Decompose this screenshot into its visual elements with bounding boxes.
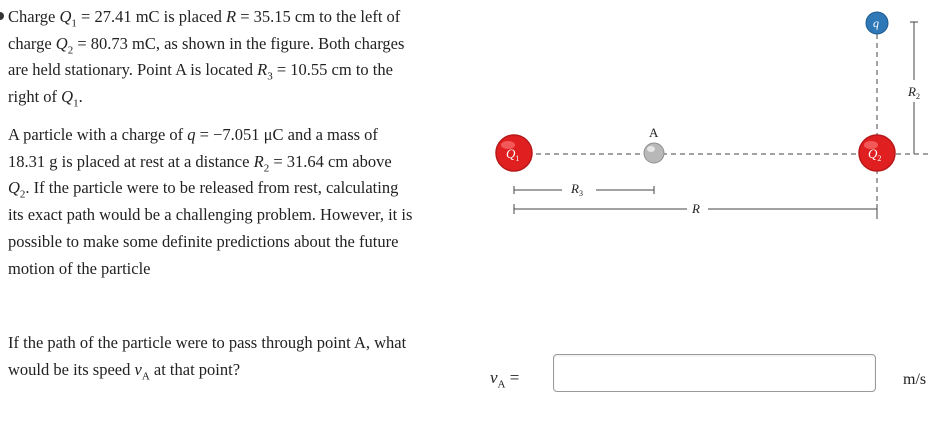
r2-label: $R_2$: [908, 84, 920, 101]
q2-subscript: 2: [67, 44, 74, 56]
particle-text-e: possible to make some definite predictions about the future: [8, 231, 399, 251]
question-line-1: If the path of the particle were to pass through point A, what: [8, 333, 407, 352]
question-text: [8, 330, 468, 383]
q1-subscript: 1: [71, 17, 77, 30]
problem-particle: [8, 122, 468, 282]
r3-value-text: = 10.55 cm to the: [272, 60, 393, 80]
r3-symbol: R: [257, 60, 268, 80]
q1-subscript-ref: 1: [73, 97, 79, 110]
answer-label-eq: =: [505, 368, 520, 387]
unit-label: m/s: [903, 371, 927, 388]
problem-intro: [8, 4, 468, 111]
particle-text-b: 18.31 g is placed at rest at a distance: [8, 151, 254, 171]
charge-q2-label: $Q_2$: [868, 146, 882, 163]
question-line-2-end: at that point?: [149, 359, 241, 379]
r3-label: $R_3$: [571, 181, 583, 198]
point-a-marker: [644, 143, 664, 163]
particle-text-f: motion of the particle: [8, 258, 151, 278]
right-of-text: right of: [8, 87, 62, 107]
q-symbol: q: [187, 125, 196, 144]
answer-label-sub: A: [497, 378, 506, 391]
q1-symbol: Q: [59, 7, 72, 26]
charge-diagram: [488, 0, 933, 240]
particle-text-c: . If the particle were to be released from rest, calculating: [25, 178, 399, 198]
r3-subscript: 3: [267, 70, 273, 83]
r-label: R: [692, 201, 700, 216]
answer-label-v: v: [490, 368, 498, 387]
point-a-text: are held stationary. Point A is located: [8, 60, 258, 80]
r2-label-sub: 2: [915, 92, 920, 101]
r2-value-text: = 31.64 cm above: [269, 151, 392, 171]
text-charge-prefix: Charge: [8, 7, 60, 26]
speed-answer-input[interactable]: [553, 354, 876, 392]
charge-q2-label-sub: 2: [877, 154, 882, 163]
answer-label: [490, 368, 520, 391]
q2-value-text: = 80.73 mC, as shown in the figure. Both charges: [73, 33, 405, 53]
q2-subscript-ref: 2: [19, 188, 26, 201]
point-a-highlight: [647, 146, 655, 152]
charge-q1-label: $Q_1$: [506, 146, 520, 163]
period: .: [78, 87, 83, 107]
list-bullet: [0, 12, 4, 20]
q1-value-text: = 27.41 mC is placed: [76, 7, 226, 26]
r-symbol: R: [226, 7, 237, 26]
q1-symbol-ref: Q: [61, 87, 74, 107]
particle-text-d: its exact path would be a challenging problem. However, it is: [8, 205, 413, 225]
particle-text-a: A particle with a charge of: [8, 125, 188, 144]
r-value-text: = 35.15 cm to the left of: [236, 7, 401, 26]
va-subscript: A: [141, 370, 150, 382]
text-charge-prefix-2: charge: [8, 33, 56, 53]
charge-q1-label-sub: 1: [515, 154, 520, 163]
q2-symbol-ref: Q: [8, 178, 20, 198]
r3-label-sub: 3: [578, 189, 583, 198]
r2-symbol: R: [253, 151, 264, 171]
r2-subscript: 2: [263, 162, 270, 174]
question-line-2: would be its speed: [8, 359, 135, 379]
q2-symbol: Q: [55, 33, 68, 53]
va-symbol: v: [134, 359, 142, 379]
point-a-label: A: [649, 125, 659, 140]
particle-q-label: q: [873, 16, 879, 30]
q-value-text: = −7.051 μC and a mass of: [195, 125, 378, 144]
